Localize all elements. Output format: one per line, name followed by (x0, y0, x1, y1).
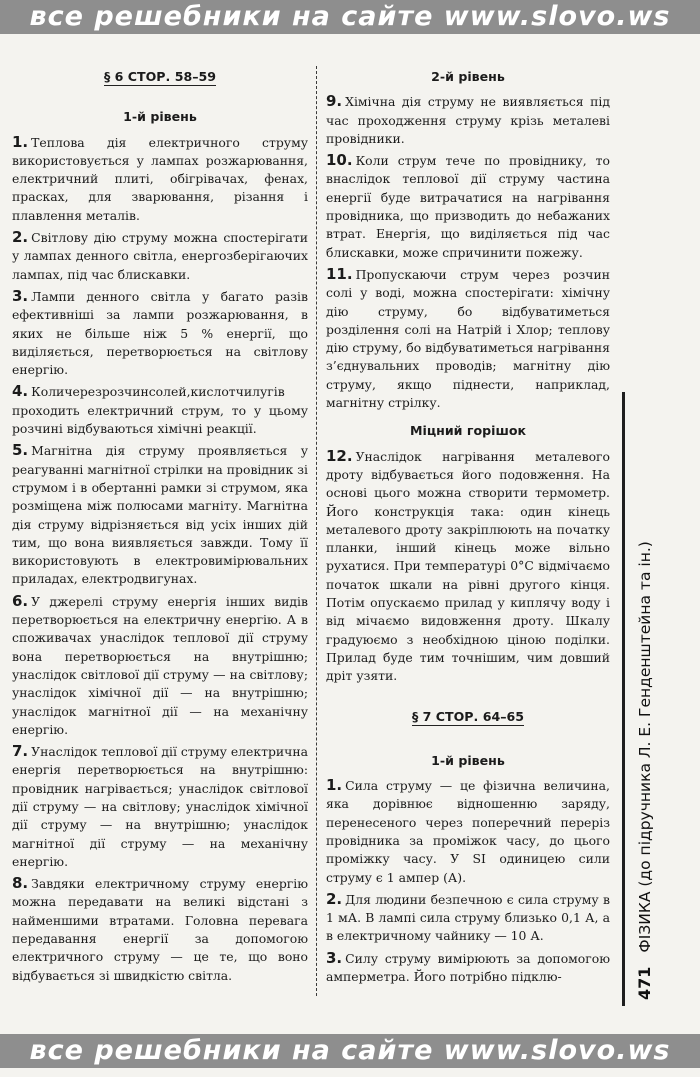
paragraph-item (326, 151, 610, 262)
item-number: 2. (326, 889, 343, 908)
item-number: 8. (12, 874, 29, 893)
paragraph-item (326, 447, 610, 686)
side-strip-edge (622, 392, 625, 1006)
item-text: Теплова дія електричного струму використовується у лампах розжарювання, електричний плиті, обігрівачах, фенах, прасках, для зварювання, різання і плавлення металів. (12, 134, 308, 223)
nut-heading: Міцний горішок (409, 423, 527, 439)
paragraph-item (12, 228, 308, 284)
item-number: 9. (326, 92, 343, 111)
column-divider (316, 66, 317, 996)
item-number: 4. (12, 382, 29, 401)
item-number: 11. (326, 264, 353, 283)
item-number: 7. (12, 742, 29, 761)
item-text: Унаслідок теплової дії струму електрична енергія перетворюється на внутрішню: провідник нагрівається; унаслідок світлової дії струму — на світлову; унаслідок хімічної дії струму — на внутрішню; унаслідок магнітної дії струму — на механічну енергію. (12, 744, 308, 869)
level-heading-1b: 1-й рівень (431, 752, 505, 768)
item-number: 1. (326, 776, 343, 795)
item-number: 3. (326, 948, 343, 967)
item-text: Пропускаючи струм через розчин солі у воді, можна спостерігати: хімічну дію струму, бо відбуватиметься розділення солі на Натрій і Хлор; теплову дію струму, бо відбуватиметься нагрівання з’єднувальних проводів; магнітну дію струму, якщо піднести, наприклад, магнітну стрілку. (326, 266, 610, 411)
paragraph-item (12, 874, 308, 985)
paragraph-item (12, 742, 308, 871)
paragraph-item (12, 287, 308, 379)
paragraph-item (12, 382, 308, 438)
right-items-nut (326, 447, 610, 686)
right-items-level2 (326, 92, 610, 412)
level-heading-2: 2-й рівень (431, 69, 505, 84)
item-text: Сила струму — це фізична величина, яка дорівнює відношенню заряду, перенесеного через поперечний переріз провідника за проміжок часу, до цього проміжку часу. У SI одиницею сили струму є 1 ампер (А). (326, 778, 610, 885)
item-text: Количерезрозчинсолей,кислотчилугів проходить електричний струм, то у цьому розчині відбуваються хімічні реакції. (12, 384, 308, 437)
item-number: 1. (12, 132, 29, 151)
left-items (12, 133, 308, 985)
paragraph-item (326, 265, 610, 412)
item-number: 3. (12, 286, 29, 305)
right-items-level1 (326, 776, 610, 986)
paragraph-item (326, 890, 610, 946)
section-heading-6: § 6 СТОР. 58–59 (103, 69, 217, 84)
item-text: Завдяки електричному струму енергію можна передавати на великі відстані з найменшими втратами. Головна перевага передавання енергії за допомогою електричного струму — це те, що воно відбувається зі швидкістю світла. (12, 876, 308, 983)
item-text: Для людини безпечною є сила струму в 1 мА. В лампі сила струму близько 0,1 А, а в електричному чайнику — 10 А. (326, 891, 610, 944)
paragraph-item (326, 776, 610, 887)
item-number: 10. (326, 151, 353, 170)
paragraph-item (12, 441, 308, 588)
book-title: ФІЗИКА (до підручника Л. Е. Генденштейна та ін.) (636, 541, 654, 953)
paragraph-item (12, 133, 308, 225)
bottom-banner: все решебники на сайте www.slovo.ws (0, 1034, 700, 1068)
item-number: 2. (12, 228, 29, 247)
item-text: Хімічна дія струму не виявляється під час проходження струму крізь металеві провідники. (326, 94, 610, 146)
side-running-title (632, 400, 658, 1000)
page-number: 471 (635, 966, 654, 1000)
item-text: Лампи денного світла у багато разів ефективніші за лампи розжарювання, в яких не більше ніж 5 % енергії, що виділяється, перетворюється на світлову енергію. (12, 288, 308, 378)
item-text: У джерелі струму енергія інших видів перетворюється на електричну енергію. А в споживачах унаслідок теплової дії струму вона перетворюється на внутрішню; унаслідок світлової дії струму — на світлову; унаслідок хімічної дії — на внутрішню; унаслідок магнітної дії — на механічну енергію. (12, 593, 308, 737)
item-text: Силу струму вимірюють за допомогою амперметра. Його потрібно підклю- (326, 950, 610, 985)
right-column (326, 62, 610, 989)
paragraph-item (326, 949, 610, 987)
top-banner: все решебники на сайте www.slovo.ws (0, 0, 700, 34)
item-number: 5. (12, 441, 29, 460)
item-text: Коли струм тече по провіднику, то внаслідок теплової дії струму частина енергії буде витрачатися на нагрівання провідника, що призводить до небажаних втрат. Енергія, що виділяється під час блискавки, може спричинити пожежу. (326, 153, 610, 260)
item-number: 12. (326, 446, 353, 465)
paragraph-item (12, 592, 308, 739)
paragraph-item (326, 92, 610, 148)
item-text: Унаслідок нагрівання металевого дроту відбувається його подовження. На основі цього можна створити термометр. Його конструкція така: один кінець металевого дроту закріплюють на початку планки, інший кінець може вільно рухатися. При температурі 0°С відмічаємо початок шкали на рівні другого кінця. Потім опускаємо прилад у киплячу воду і від мічаємо видовження дроту. Шкалу градуюємо з необхідною ціною поділки. Прилад буде тим точнішим, чим довший дріт узяти. (326, 448, 610, 684)
section-heading-7: § 7 СТОР. 64–65 (411, 708, 525, 724)
left-column (12, 62, 308, 988)
level-heading-1: 1-й рівень (123, 109, 197, 125)
item-text: Магнітна дія струму проявляється у реагуванні магнітної стрілки на провідник зі струмом і в обертанні рамки зі струмом, яка розміщена між полюсами магніту. Магнітна дія струму відрізняється від усіх інших дій тим, що вона виявляється завжди. Тому її використовують в електровимірювальних приладах, електродвигунах. (12, 443, 308, 587)
item-number: 6. (12, 591, 29, 610)
item-text: Світлову дію струму можна спостерігати у лампах денного світла, енергозберігаючих лампах, під час блискавки. (12, 230, 308, 282)
